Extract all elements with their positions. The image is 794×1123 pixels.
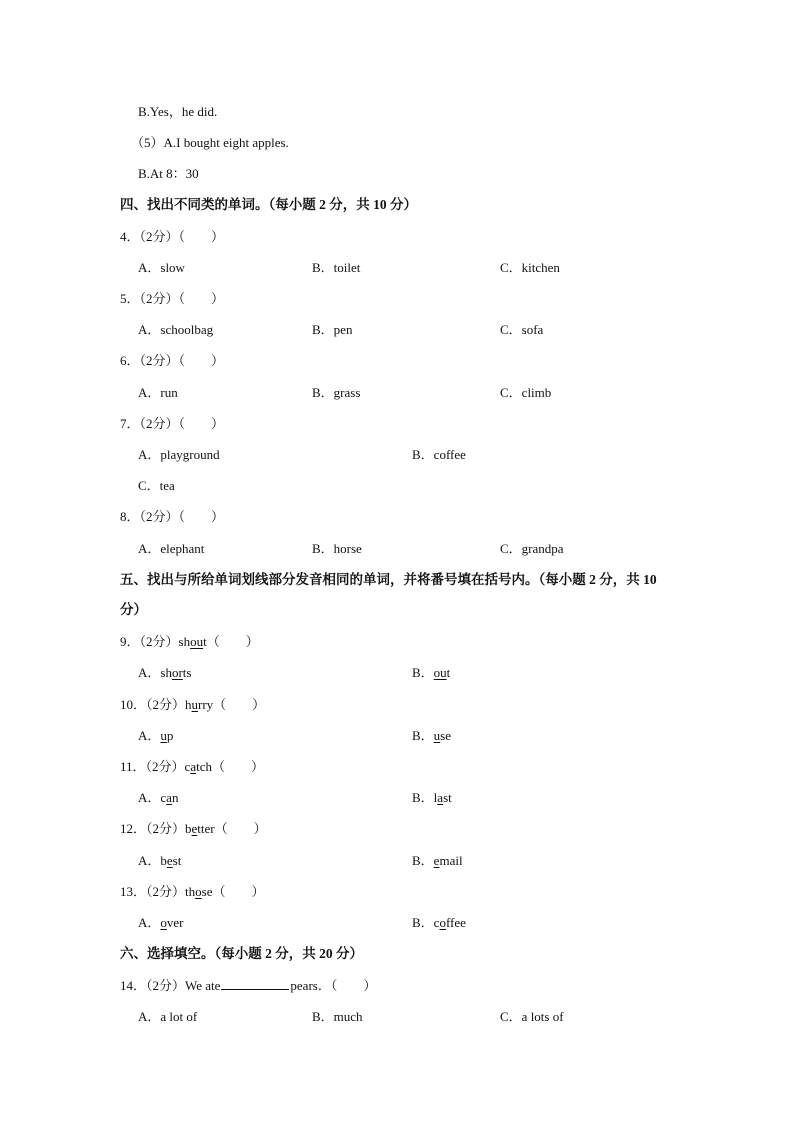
q11-option-b[interactable]: B．last [412, 790, 452, 805]
q8-option-a[interactable]: A．elephant [138, 541, 205, 556]
q4-option-c[interactable]: C．kitchen [500, 260, 560, 275]
q13-option-a[interactable]: A．over [138, 915, 184, 930]
q13-option-b[interactable]: B．coffee [412, 915, 466, 930]
question-9: 9．（2分）shout（ ） [120, 634, 259, 649]
q4-option-b[interactable]: B．toilet [312, 260, 361, 275]
answer-b-time: B.At 8：30 [138, 166, 199, 181]
q10-option-b[interactable]: B．use [412, 728, 452, 743]
question-7: 7．（2分）（ ） [120, 416, 225, 431]
q8-option-c[interactable]: C．grandpa [500, 541, 564, 556]
question-11: 11．（2分）catch（ ） [120, 759, 264, 774]
q10-option-a[interactable]: A．up [138, 728, 174, 743]
answer-b-line: B.Yes，he did. [138, 104, 218, 119]
question-14: 14．（2分）We ate pears．（ ） [120, 978, 377, 993]
question-12: 12．（2分）better（ ） [120, 821, 267, 836]
q14-option-c[interactable]: C．a lots of [500, 1009, 564, 1024]
q12-option-a[interactable]: A．best [138, 853, 182, 868]
question-5: 5．（2分）（ ） [120, 291, 225, 306]
question-13: 13．（2分）those（ ） [120, 884, 265, 899]
q5-option-a[interactable]: A．schoolbag [138, 322, 214, 337]
question-8: 8．（2分）（ ） [120, 509, 225, 524]
q5-option-c[interactable]: C．sofa [500, 322, 544, 337]
q6-option-b[interactable]: B．grass [312, 385, 361, 400]
section-6-title: 六、选择填空。（每小题 2 分，共 20 分） [120, 946, 363, 961]
section-5-title: 五、找出与所给单词划线部分发音相同的单词，并将番号填在括号内。（每小题 2 分，共 10 [120, 572, 657, 587]
q7-option-b[interactable]: B．coffee [412, 447, 466, 462]
sub-question-5-a: （5）A.I bought eight apples. [131, 135, 289, 150]
q14-option-b[interactable]: B．much [312, 1009, 363, 1024]
question-4: 4．（2分）（ ） [120, 229, 225, 244]
q4-option-a[interactable]: A．slow [138, 260, 185, 275]
q12-option-b[interactable]: B．email [412, 853, 463, 868]
q9-option-b[interactable]: B．out [412, 665, 451, 680]
q9-option-a[interactable]: A．shorts [138, 665, 192, 680]
q6-option-c[interactable]: C．climb [500, 385, 552, 400]
section-5-title-cont: 分） [120, 602, 147, 617]
q8-option-b[interactable]: B．horse [312, 541, 362, 556]
q6-option-a[interactable]: A．run [138, 385, 178, 400]
answer-blank[interactable] [221, 977, 289, 990]
q5-option-b[interactable]: B．pen [312, 322, 353, 337]
q7-option-c[interactable]: C．tea [138, 478, 175, 493]
q7-option-a[interactable]: A．playground [138, 447, 220, 462]
q14-option-a[interactable]: A．a lot of [138, 1009, 198, 1024]
question-10: 10．（2分）hurry（ ） [120, 697, 266, 712]
section-4-title: 四、找出不同类的单词。（每小题 2 分，共 10 分） [120, 197, 417, 212]
question-6: 6．（2分）（ ） [120, 353, 225, 368]
q11-option-a[interactable]: A．can [138, 790, 179, 805]
